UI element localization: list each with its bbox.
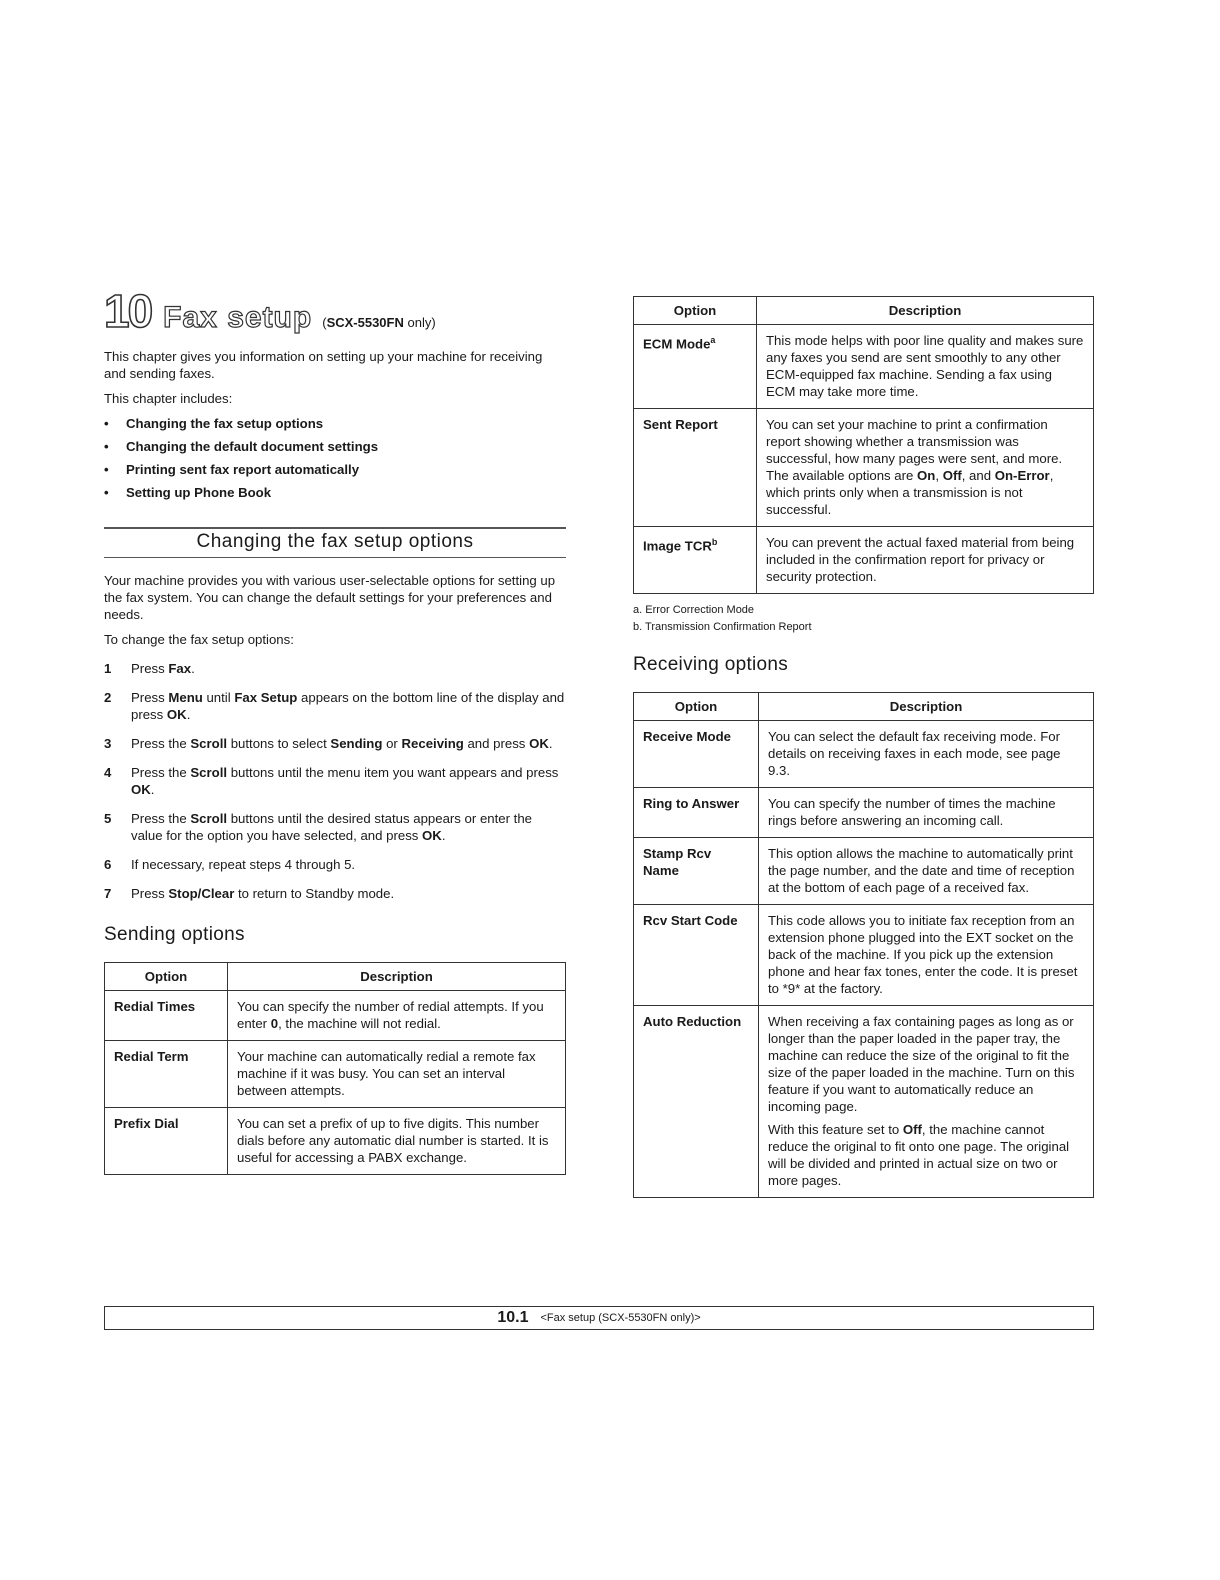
model-name: SCX-5530FN xyxy=(326,315,404,330)
steps-list xyxy=(104,660,566,902)
table-row xyxy=(634,838,1094,905)
model-suffix: only) xyxy=(407,315,436,330)
includes-label: This chapter includes: xyxy=(104,391,233,406)
step-text: Press the Scroll buttons until the desired status appears or enter the value for the option you have selected, and press OK. xyxy=(131,811,532,843)
table-header-row xyxy=(105,963,566,991)
option-cell: Redial Term xyxy=(105,1041,228,1108)
include-item[interactable] xyxy=(104,415,566,432)
option-cell: Rcv Start Code xyxy=(634,905,759,1006)
table-row xyxy=(634,409,1094,527)
description-cell: This option allows the machine to automatically print the page number, and the date and time of reception at the bottom of each page of a received fax. xyxy=(759,838,1094,905)
description-cell: This code allows you to initiate fax reception from an extension phone plugged into the EXT socket on the back of the machine. If you pick up the extension phone and hear fax tones, enter the code. It is preset to *9* at the factory. xyxy=(759,905,1094,1006)
option-cell: Auto Reduction xyxy=(634,1006,759,1198)
table-row xyxy=(105,1108,566,1175)
step-item xyxy=(104,810,566,844)
section-title: Changing the fax setup options xyxy=(196,531,474,552)
left-column xyxy=(104,285,566,1175)
description-cell: When receiving a fax containing pages as long as or longer than the paper loaded in the paper tray, the machine can reduce the size of the original to fit the size of the paper loaded in the machine. Turn on this feature if you want to automatically reduce an incoming page. With this feature set to Off, the machine cannot reduce the original to fit onto one page. The original will be divided and printed in actual size on two or more pages. xyxy=(759,1006,1094,1198)
step-text: Press the Scroll buttons to select Sending or Receiving and press OK. xyxy=(131,736,553,751)
chapter-title: Fax setup xyxy=(163,301,313,334)
step-number: 5 xyxy=(104,811,112,826)
include-label[interactable]: Printing sent fax report automatically xyxy=(126,462,360,477)
header-option: Option xyxy=(634,693,759,721)
page-footer xyxy=(104,1306,1094,1330)
header-description: Description xyxy=(757,297,1094,325)
step-item xyxy=(104,660,566,677)
step-item xyxy=(104,764,566,798)
sending-title: Sending options xyxy=(104,924,245,945)
header-description: Description xyxy=(228,963,566,991)
header-option: Option xyxy=(634,297,757,325)
sending-table xyxy=(104,962,566,1175)
table-row xyxy=(634,325,1094,409)
chapter-number: 10 xyxy=(104,285,152,337)
section-heading xyxy=(104,527,566,558)
include-item[interactable] xyxy=(104,438,566,455)
footnote: b. Transmission Confirmation Report xyxy=(633,621,812,633)
include-label[interactable]: Changing the default document settings xyxy=(126,439,379,454)
option-cell: ECM Mode$^a$ xyxy=(634,325,757,409)
step-text: Press the Scroll buttons until the menu item you want appears and press OK. xyxy=(131,765,559,797)
includes-list xyxy=(104,415,566,501)
page-label: <Fax setup (SCX-5530FN only)> xyxy=(540,1312,701,1324)
table-header-row xyxy=(634,693,1094,721)
receiving-table xyxy=(633,692,1094,1198)
page-number: 10.1 xyxy=(497,1309,529,1326)
step-item xyxy=(104,856,566,873)
table-row xyxy=(634,721,1094,788)
option-cell: Ring to Answer xyxy=(634,788,759,838)
include-label[interactable]: Changing the fax setup options xyxy=(126,416,324,431)
description-cell: You can set your machine to print a confirmation report showing whether a transmission was successful, how many pages were sent, and more. The available options are On, Off, and On-Error, which prints only when a transmission is not successful. xyxy=(757,409,1094,527)
step-item xyxy=(104,689,566,723)
description-cell: This mode helps with poor line quality and makes sure any faxes you send are sent smoothly to any other ECM-equipped fax machine. Sending a fax using ECM may take more time. xyxy=(757,325,1094,409)
description-cell: You can prevent the actual faxed material from being included in the confirmation report for privacy or security protection. xyxy=(757,527,1094,594)
bullet-icon: • xyxy=(104,485,109,500)
option-cell: Image TCR$^b$ xyxy=(634,527,757,594)
section-howto: To change the fax setup options: xyxy=(104,632,294,647)
bullet-icon: • xyxy=(104,439,109,454)
sending-cont-table xyxy=(633,296,1094,594)
header-description: Description xyxy=(759,693,1094,721)
footnotes xyxy=(633,602,1094,636)
model-prefix: ( xyxy=(322,315,327,330)
step-number: 2 xyxy=(104,690,112,705)
bullet-icon: • xyxy=(104,462,109,477)
option-cell: Receive Mode xyxy=(634,721,759,788)
step-number: 6 xyxy=(104,857,112,872)
option-cell: Stamp Rcv Name xyxy=(634,838,759,905)
step-text: If necessary, repeat steps 4 through 5. xyxy=(131,857,356,872)
description-cell: You can specify the number of redial attempts. If you enter 0, the machine will not redial. xyxy=(228,991,566,1041)
table-row xyxy=(634,788,1094,838)
option-cell: Sent Report xyxy=(634,409,757,527)
right-column xyxy=(633,296,1094,1198)
step-number: 4 xyxy=(104,765,112,780)
step-number: 3 xyxy=(104,736,112,751)
table-header-row xyxy=(634,297,1094,325)
step-text: Press Fax. xyxy=(131,661,195,676)
include-item[interactable] xyxy=(104,484,566,501)
step-number: 1 xyxy=(104,661,112,676)
receiving-title: Receiving options xyxy=(633,654,789,675)
step-item xyxy=(104,885,566,902)
option-cell: Redial Times xyxy=(105,991,228,1041)
description-cell: You can set a prefix of up to five digits. This number dials before any automatic dial number is started. It is useful for accessing a PABX exchange. xyxy=(228,1108,566,1175)
header-option: Option xyxy=(105,963,228,991)
description-cell: Your machine can automatically redial a remote fax machine if it was busy. You can set an interval between attempts. xyxy=(228,1041,566,1108)
table-row xyxy=(634,527,1094,594)
chapter-model xyxy=(322,315,435,330)
step-number: 7 xyxy=(104,886,112,901)
description-cell: You can select the default fax receiving mode. For details on receiving faxes in each mode, see page 9.3. xyxy=(759,721,1094,788)
table-row xyxy=(634,1006,1094,1198)
description-cell: You can specify the number of times the machine rings before answering an incoming call. xyxy=(759,788,1094,838)
section-intro: Your machine provides you with various user-selectable options for setting up the fax system. You can change the default settings for your preferences and needs. xyxy=(104,573,556,622)
footnote: a. Error Correction Mode xyxy=(633,604,755,616)
include-label[interactable]: Setting up Phone Book xyxy=(126,485,272,500)
chapter-intro: This chapter gives you information on setting up your machine for receiving and sending faxes. xyxy=(104,349,543,381)
step-text: Press Stop/Clear to return to Standby mode. xyxy=(131,886,395,901)
table-row xyxy=(634,905,1094,1006)
step-text: Press Menu until Fax Setup appears on the bottom line of the display and press OK. xyxy=(131,690,565,722)
table-row xyxy=(105,1041,566,1108)
bullet-icon: • xyxy=(104,416,109,431)
option-cell: Prefix Dial xyxy=(105,1108,228,1175)
table-row xyxy=(105,991,566,1041)
step-item xyxy=(104,735,566,752)
include-item[interactable] xyxy=(104,461,566,478)
chapter-heading xyxy=(104,285,566,337)
